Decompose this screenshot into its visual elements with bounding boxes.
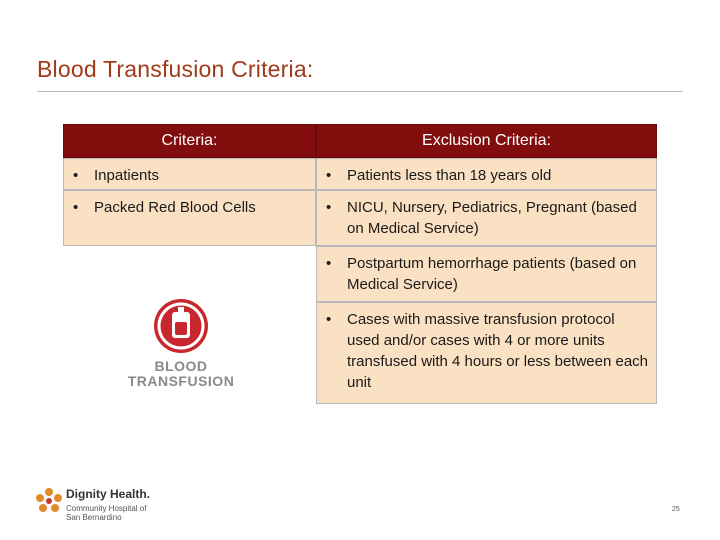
exclusion-row-4 — [316, 302, 657, 404]
exclusion-criteria-header: Exclusion Criteria: — [316, 124, 657, 158]
exclusion-row-3 — [316, 246, 657, 302]
badge-line-1: BLOOD — [154, 358, 208, 374]
criteria-row-2 — [63, 190, 316, 246]
org-subtitle: Community Hospital of — [66, 504, 147, 513]
org-name: Dignity Health. — [66, 487, 151, 501]
exclusion-row-1 — [316, 158, 657, 190]
bullet-icon: • — [73, 167, 79, 184]
bullet-icon: • — [73, 199, 79, 216]
exclusion-text: Postpartum hemorrhage patients (based on Medical Service) — [347, 255, 637, 293]
badge-line-2: TRANSFUSION — [127, 373, 235, 389]
exclusion-text: Patients less than 18 years old — [347, 167, 552, 184]
exclusion-text: NICU, Nursery, Pediatrics, Pregnant (based on Medical Service) — [347, 199, 637, 237]
criteria-header: Criteria: — [63, 124, 316, 158]
org-location: San Bernardino — [66, 513, 122, 522]
criteria-row-1 — [63, 158, 316, 190]
bullet-icon: • — [326, 255, 332, 272]
page-number: 25 — [672, 506, 680, 513]
dignity-health-logo-icon — [34, 487, 64, 513]
exclusion-row-2 — [316, 190, 657, 246]
criteria-text: Packed Red Blood Cells — [94, 199, 256, 216]
title-underline — [37, 91, 683, 92]
criteria-text: Inpatients — [94, 167, 160, 184]
bullet-icon: • — [326, 199, 332, 216]
exclusion-text: Cases with massive transfusion protocol used and/or cases with 4 or more units transfused with 4 hours or less between each unit — [347, 311, 649, 391]
bullet-icon: • — [326, 167, 332, 184]
bullet-icon: • — [326, 311, 332, 328]
slide-title: Blood Transfusion Criteria: — [37, 56, 314, 82]
